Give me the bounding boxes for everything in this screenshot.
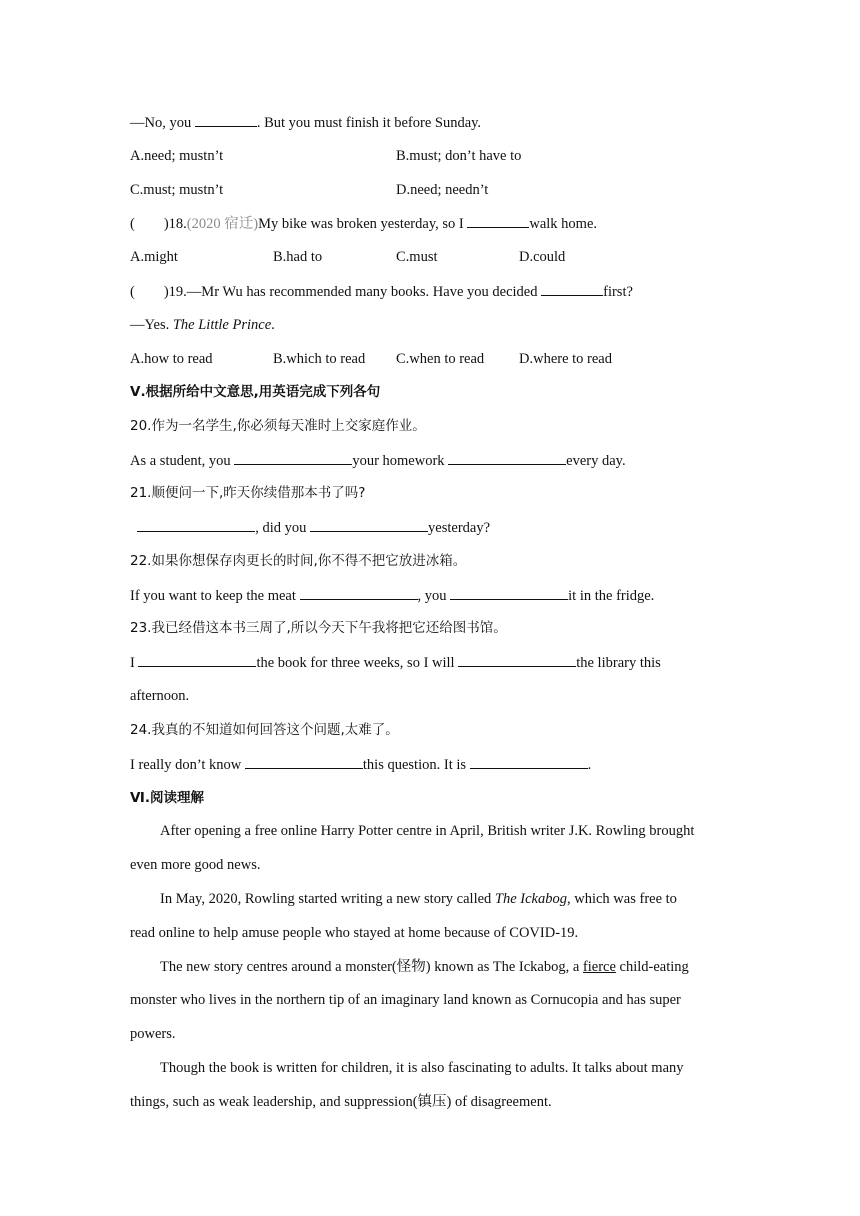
q18-paren[interactable]: ( ) [130, 216, 169, 232]
q22-text-1: If you want to keep the meat [130, 588, 300, 604]
q22-english [130, 585, 730, 605]
passage-p4-line1: Though the book is written for children, it is also fascinating to adults. It talks about many [160, 1060, 684, 1076]
passage-p1-line1: After opening a free online Harry Potter centre in April, British writer J.K. Rowling brought [160, 823, 695, 839]
passage-p3-line2: monster who lives in the northern tip of an imaginary land known as Cornucopia and has super [130, 992, 681, 1008]
q23-english [130, 652, 730, 672]
passage-p2-line1 [130, 889, 730, 909]
answer-blank[interactable] [137, 517, 255, 532]
q18-stem-post: walk home. [529, 216, 598, 232]
answer-blank[interactable] [458, 652, 576, 667]
q22-text-2: , you [417, 588, 451, 604]
q19-book-title: The Little Prince [172, 317, 272, 333]
passage-text: , which was free to [567, 891, 677, 907]
section-5-title: Ⅴ.根据所给中文意思,用英语完成下列各句 [130, 384, 381, 400]
passage-p2-line2: read online to help amuse people who stayed at home because of COVID-19. [130, 925, 579, 941]
q19-reply-post: . [271, 317, 275, 333]
q24-english [130, 754, 730, 774]
q19-paren[interactable]: ( ) [130, 284, 169, 300]
q21-english [130, 517, 730, 537]
passage-p4-line2: things, such as weak leadership, and suppression(镇压) of disagreement. [130, 1094, 552, 1110]
answer-blank[interactable] [541, 281, 603, 296]
option-c[interactable]: C.must; mustn’t [130, 182, 224, 198]
underlined-word: fierce [582, 959, 616, 975]
q24-text-2: this question. It is [362, 757, 470, 773]
answer-blank[interactable] [448, 450, 566, 465]
option-c[interactable]: C.must [396, 249, 438, 265]
passage-text: In May, 2020, Rowling started writing a new story called [160, 891, 495, 907]
q18-source: (2020 宿迁) [186, 216, 259, 232]
q20-text-2: your homework [352, 453, 449, 469]
q24-text-1: I really don’t know [130, 757, 245, 773]
passage-text: child-eating [615, 959, 689, 975]
q23-text-2: the book for three weeks, so I will [256, 655, 459, 671]
passage-p1-line2: even more good news. [130, 857, 261, 873]
passage-p3-line3: powers. [130, 1026, 176, 1042]
option-b[interactable]: B.must; don’t have to [396, 148, 522, 164]
q20-chinese: 20.作为一名学生,你必须每天准时上交家庭作业。 [130, 418, 426, 434]
q20-text-1: As a student, you [130, 453, 235, 469]
q17-reply [130, 112, 730, 132]
q19-stem-post: first? [603, 284, 633, 300]
q17-reply-pre: —No, you [130, 115, 195, 131]
option-d[interactable]: D.could [519, 249, 566, 265]
q18-options [130, 247, 730, 267]
q23-text-1: I [130, 655, 139, 671]
passage-text: The new story centres around a monster(怪物) known as The Ickabog, a [160, 959, 583, 975]
answer-blank[interactable] [234, 450, 352, 465]
q18-number: 18. [168, 216, 187, 232]
option-d[interactable]: D.need; needn’t [396, 182, 489, 198]
q19-reply-pre: —Yes. [130, 317, 173, 333]
option-c[interactable]: C.when to read [396, 351, 485, 367]
answer-blank[interactable] [450, 585, 568, 600]
q17-options-row2 [130, 180, 730, 200]
passage-p3-line1 [130, 957, 730, 977]
q19-reply [130, 315, 730, 335]
q18-stem-pre: My bike was broken yesterday, so I [258, 216, 468, 232]
q20-text-3: every day. [566, 453, 626, 469]
answer-blank[interactable] [470, 754, 588, 769]
option-d[interactable]: D.where to read [519, 351, 612, 367]
q21-chinese: 21.顺便问一下,昨天你续借那本书了吗? [130, 485, 366, 501]
q22-text-3: it in the fridge. [568, 588, 655, 604]
q24-chinese: 24.我真的不知道如何回答这个问题,太难了。 [130, 722, 399, 738]
q17-options-row1 [130, 146, 730, 166]
answer-blank[interactable] [138, 652, 256, 667]
q23-text-3: the library this [576, 655, 661, 671]
q24-text-3: . [587, 757, 592, 773]
answer-blank[interactable] [245, 754, 363, 769]
q17-reply-post: . But you must finish it before Sunday. [256, 115, 482, 131]
answer-blank[interactable] [300, 585, 418, 600]
option-a[interactable]: A.how to read [130, 351, 213, 367]
option-a[interactable]: A.might [130, 249, 178, 265]
q21-text-2: yesterday? [428, 520, 491, 536]
answer-blank[interactable] [310, 517, 428, 532]
q22-chinese: 22.如果你想保存肉更长的时间,你不得不把它放进冰箱。 [130, 553, 467, 569]
answer-blank[interactable] [467, 213, 529, 228]
option-a[interactable]: A.need; mustn’t [130, 148, 224, 164]
answer-blank[interactable] [195, 112, 257, 127]
section-6-title: Ⅵ.阅读理解 [130, 790, 204, 806]
q18-stem [130, 213, 730, 233]
option-b[interactable]: B.had to [273, 249, 323, 265]
q23-english-cont: afternoon. [130, 688, 190, 704]
q21-text-1: , did you [255, 520, 311, 536]
passage-book-title: The Ickabog [494, 891, 567, 907]
q23-chinese: 23.我已经借这本书三周了,所以今天下午我将把它还给图书馆。 [130, 620, 507, 636]
option-b[interactable]: B.which to read [273, 351, 366, 367]
q19-stem-pre: 19.—Mr Wu has recommended many books. Have you decided [168, 284, 542, 300]
q20-english [130, 450, 730, 470]
q19-options [130, 349, 730, 369]
q19-stem [130, 281, 730, 301]
